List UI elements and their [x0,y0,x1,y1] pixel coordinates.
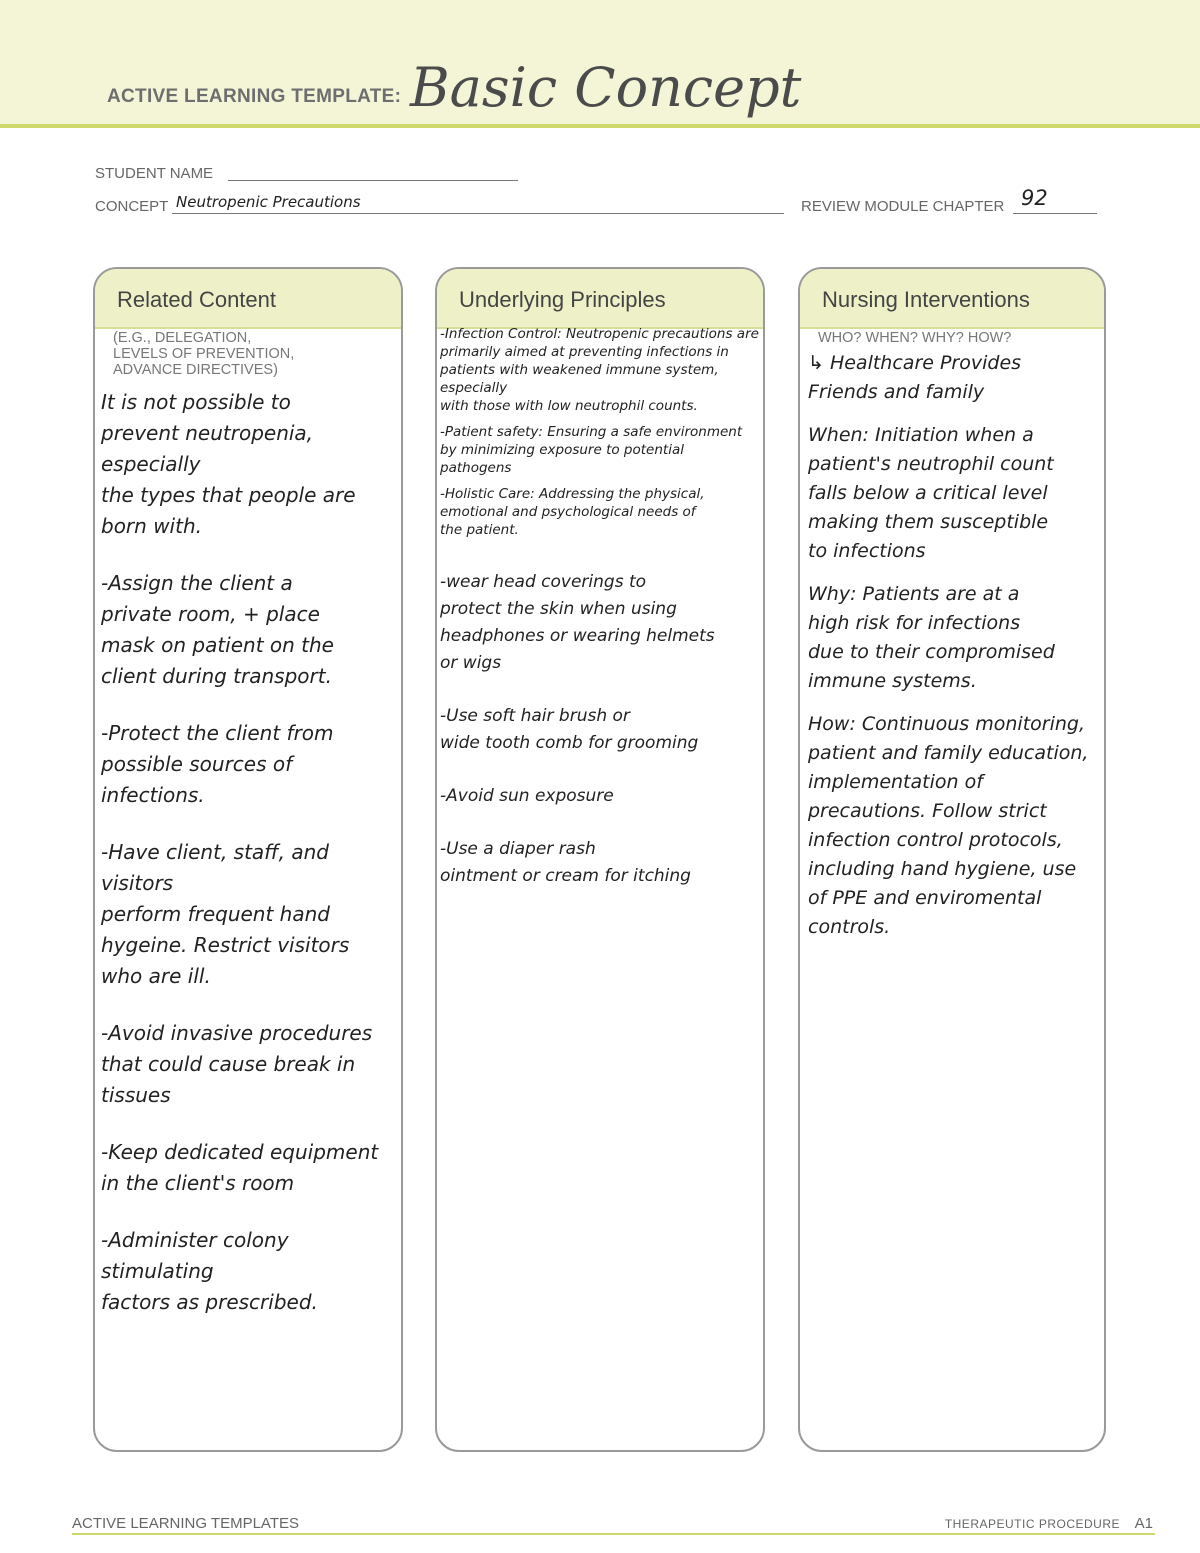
nursing-interventions-title: Nursing Interventions [822,287,1030,312]
principle-note: -wear head coverings to protect the skin when using headphones or wearing helmets or wigs [440,572,715,673]
intervention-note: How: Continuous monitoring, patient and family education, implementation of precautions. Follow strict infection control protocols, including hand hygiene, use of PPE and enviromental controls. [808,713,1089,938]
chapter-line [1013,213,1097,214]
concept-line [172,213,784,214]
footer-category: THERAPEUTIC PROCEDURE [944,1517,1120,1531]
underlying-principles-card [435,267,765,1452]
related-content-notes [101,387,401,1344]
underlying-principles-title: Underlying Principles [459,287,666,312]
related-note: -Administer colony stimulating factors as prescribed. [101,1228,318,1314]
footer-rule [72,1533,1155,1535]
principle-note: -Use a diaper rash ointment or cream for itching [440,839,691,886]
concept-label: CONCEPT [95,198,169,215]
principle-note: -Use soft hair brush or wide tooth comb for grooming [440,706,699,753]
footer-code: A1 [1134,1515,1153,1532]
related-note: -Assign the client a private room, + place mask on patient on the client during transport. [101,571,334,688]
intervention-note: When: Initiation when a patient's neutrophil count falls below a critical level making them susceptible to infections [808,424,1054,562]
footer-title: ACTIVE LEARNING TEMPLATES [72,1515,299,1532]
nursing-interventions-card [798,267,1106,1452]
student-name-line [228,180,518,181]
underlying-principles-header [437,269,763,329]
related-content-subtitle: (E.G., DELEGATION, LEVELS OF PREVENTION, ADVANCE DIRECTIVES) [113,330,295,378]
template-label: ACTIVE LEARNING TEMPLATE: [107,86,402,107]
nursing-interventions-subtitle: WHO? WHEN? WHY? HOW? [818,330,1012,346]
related-content-title: Related Content [117,287,276,312]
student-name-label: STUDENT NAME [95,165,214,182]
related-note: -Keep dedicated equipment in the client's room [101,1140,379,1195]
template-title: Basic Concept [410,56,802,119]
principle-note: -Patient safety: Ensuring a safe environment by minimizing exposure to potential pathogens [440,424,743,476]
intervention-note: ↳ Healthcare Provides Friends and family [808,352,1022,403]
underlying-principles-notes [440,325,763,916]
nursing-interventions-header [800,269,1104,329]
principle-note: -Avoid sun exposure [440,786,614,806]
related-note: -Avoid invasive procedures that could cause break in tissues [101,1021,373,1107]
nursing-interventions-notes [808,349,1104,968]
principle-note: -Infection Control: Neutropenic precautions are primarily aimed at preventing infections in patients with weakened immune system, especially with those with low neutrophil counts. [440,326,759,414]
related-note: -Protect the client from possible sources of infections. [101,721,334,807]
intervention-note: Why: Patients are at a high risk for infections due to their compromised immune systems. [808,583,1055,692]
related-content-header [95,269,401,329]
concept-value: Neutropenic Precautions [176,193,361,211]
principle-note: -Holistic Care: Addressing the physical, emotional and psychological needs of the patient. [440,486,705,538]
related-content-card [93,267,403,1452]
chapter-label: REVIEW MODULE CHAPTER [801,198,1005,215]
chapter-value: 92 [1021,186,1048,210]
related-note: It is not possible to prevent neutropenia, especially the types that people are born with. [101,390,356,538]
related-note: -Have client, staff, and visitors perform frequent hand hygeine. Restrict visitors who are ill. [101,840,350,988]
header-rule [0,124,1200,128]
